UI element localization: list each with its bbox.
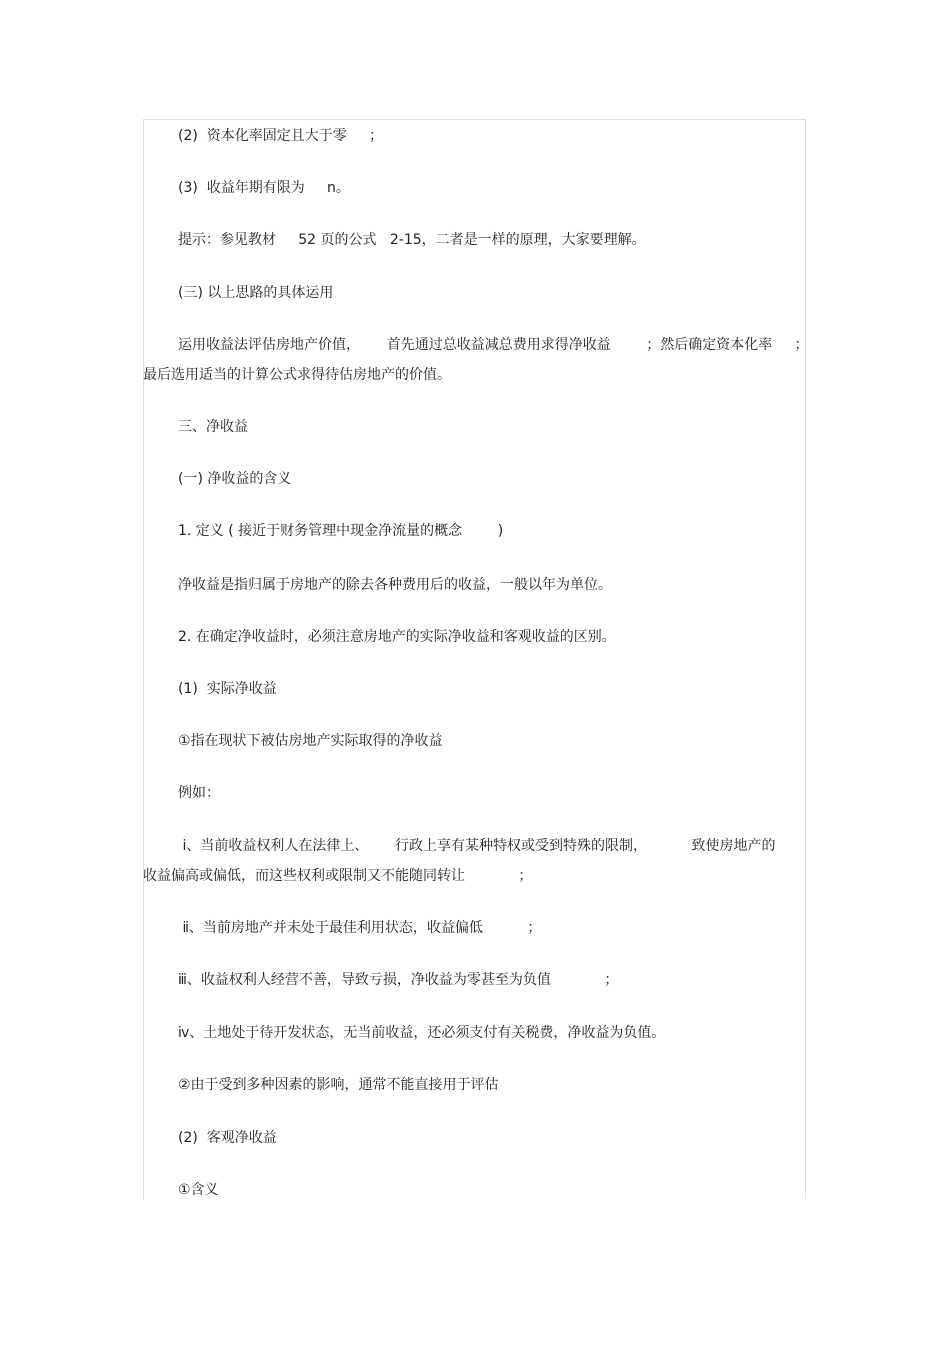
text-line: ①含义 [178,1182,219,1198]
section-heading: (一) 净收益的含义 [178,471,292,487]
text-line: (2) 资本化率固定且大于零 ； [178,128,383,144]
text-line: 运用收益法评估房地产价值， 首先通过总收益减总费用求得净收益 ；然后确定资本化率 ； [178,337,809,353]
text-line: ⅰ、当前收益权利人在法律上、 行政上享有某种特权或受到特殊的限制， 致使房地产的 [178,838,776,854]
text-line: 2. 在确定净收益时，必须注意房地产的实际净收益和客观收益的区别。 [178,629,616,645]
text-line: (3) 收益年期有限为 n。 [178,180,350,196]
text-line: 收益偏高或偏低，而这些权利或限制又不能随同转让 ； [143,868,533,884]
text-line: 最后选用适当的计算公式求得待估房地产的价值。 [143,367,451,383]
section-heading: 三、净收益 [178,419,248,435]
text-line: ⅲ、收益权利人经营不善，导致亏损，净收益为零甚至为负值 ； [178,972,619,988]
text-line: ①指在现状下被估房地产实际取得的净收益 [178,733,443,749]
section-heading: (三) 以上思路的具体运用 [178,285,334,301]
text-line: ⅱ、当前房地产并未处于最佳利用状态，收益偏低 ； [178,920,542,936]
text-line: (1) 实际净收益 [178,681,277,697]
text-line: ②由于受到多种因素的影响，通常不能直接用于评估 [178,1077,499,1093]
text-line: 净收益是指归属于房地产的除去各种费用后的收益，一般以年为单位。 [178,577,612,593]
text-line: 1. 定义 ( 接近于财务管理中现金净流量的概念 ) [178,523,504,539]
text-line: 提示：参见教材 52 页的公式 2-15，二者是一样的原理，大家要理解。 [178,232,646,248]
text-line: (2) 客观净收益 [178,1130,277,1146]
text-line: 例如： [178,785,220,801]
text-line: ⅳ、土地处于待开发状态，无当前收益，还必须支付有关税费，净收益为负值。 [178,1025,666,1041]
